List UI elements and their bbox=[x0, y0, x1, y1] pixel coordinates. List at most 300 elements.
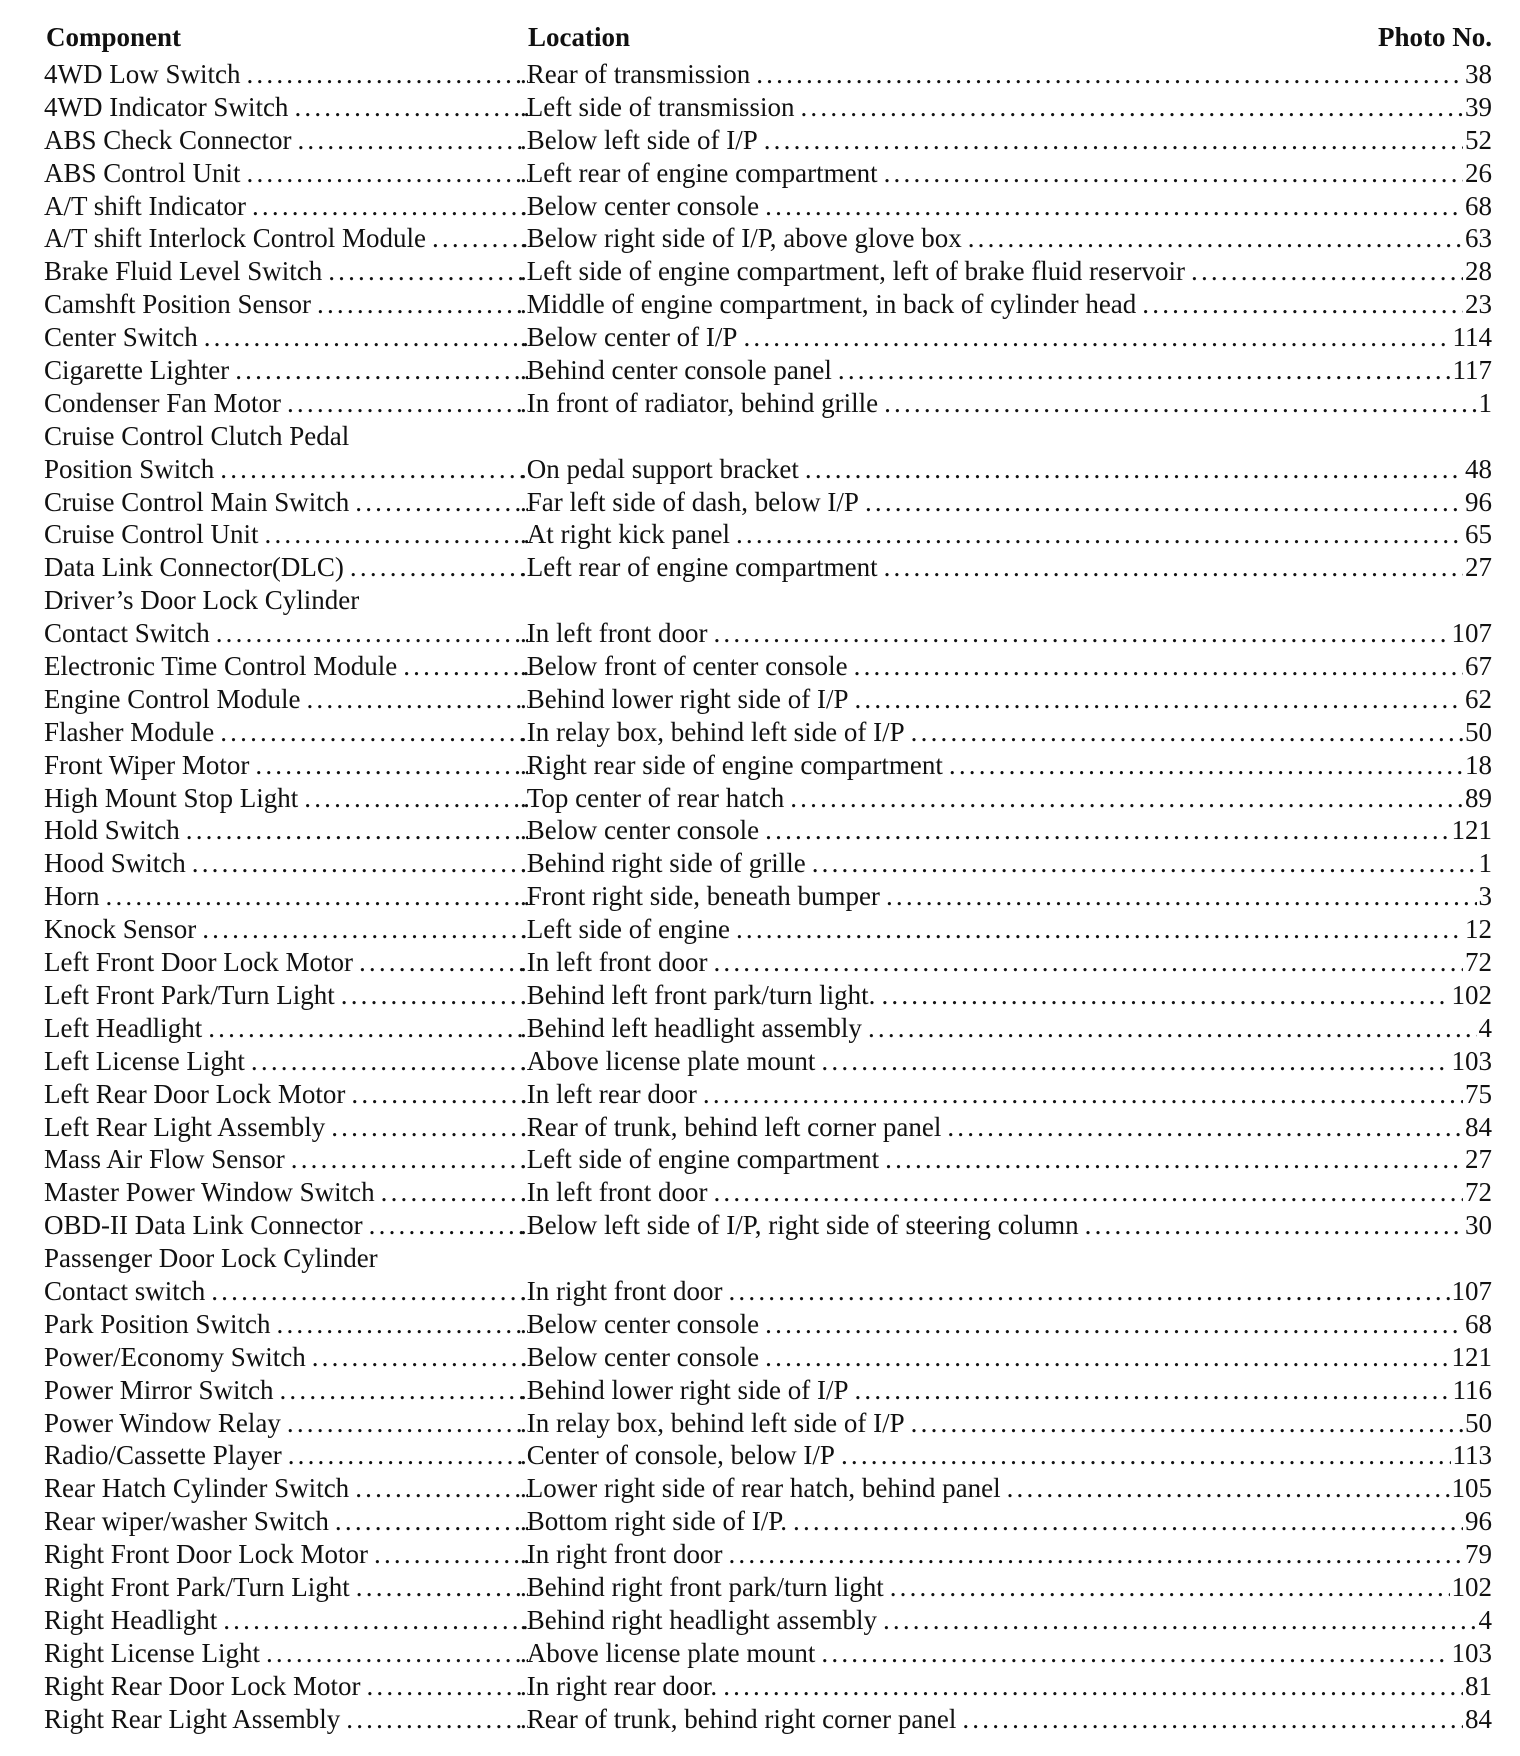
location-cell bbox=[520, 749, 1492, 782]
dot-leader bbox=[800, 91, 1463, 124]
location-cell bbox=[520, 1078, 1492, 1111]
location-cell bbox=[520, 847, 1492, 880]
location-text: .Lower right side of rear hatch, behind panel bbox=[520, 1473, 1001, 1504]
component-name: Cigarette Lighter bbox=[44, 354, 235, 387]
dot-leader bbox=[223, 1604, 528, 1637]
dot-leader bbox=[306, 683, 528, 716]
table-row bbox=[44, 453, 1492, 486]
location-text: .Below front of center console bbox=[520, 651, 848, 682]
dot-leader bbox=[204, 321, 528, 354]
dot-leader bbox=[369, 1209, 528, 1242]
dot-leader bbox=[884, 157, 1463, 190]
component-name: 4WD Low Switch bbox=[44, 58, 246, 91]
photo-number: 68 bbox=[1465, 1308, 1492, 1339]
photo-number: 3 bbox=[1478, 881, 1492, 912]
table-body bbox=[44, 58, 1492, 1735]
component-name: Contact switch bbox=[44, 1275, 211, 1308]
dot-leader bbox=[265, 518, 529, 551]
location-text: .Behind lower right side of I/P bbox=[520, 1374, 849, 1405]
component-name: Center Switch bbox=[44, 321, 204, 354]
component-cell bbox=[44, 617, 528, 650]
dot-leader bbox=[756, 58, 1463, 91]
dot-leader bbox=[186, 814, 528, 847]
table-row bbox=[44, 584, 1492, 617]
header-location: Location bbox=[528, 22, 631, 52]
dot-leader bbox=[911, 716, 1463, 749]
component-name: Right Headlight bbox=[44, 1604, 223, 1637]
photo-number: 63 bbox=[1465, 223, 1492, 254]
dot-leader bbox=[202, 913, 528, 946]
table-row bbox=[44, 1143, 1492, 1176]
photo-number: 103 bbox=[1451, 1637, 1492, 1668]
dot-leader bbox=[812, 847, 1477, 880]
location-text: .Below center console bbox=[520, 815, 760, 846]
location-cell bbox=[520, 1341, 1492, 1374]
dot-leader bbox=[885, 1143, 1463, 1176]
location-text: .At right kick panel bbox=[520, 519, 730, 550]
table-row bbox=[44, 1242, 1492, 1275]
location-text: .In left front door bbox=[520, 618, 708, 649]
photo-number: 48 bbox=[1465, 453, 1492, 484]
component-cell bbox=[44, 1308, 528, 1341]
component-name: Left License Light bbox=[44, 1045, 251, 1078]
component-cell bbox=[44, 1439, 528, 1472]
component-cell bbox=[44, 453, 528, 486]
location-cell bbox=[520, 288, 1492, 321]
location-cell bbox=[520, 979, 1492, 1012]
dot-leader bbox=[890, 1571, 1450, 1604]
location-text: .In relay box, behind left side of I/P bbox=[520, 1407, 905, 1438]
dot-leader bbox=[208, 1012, 528, 1045]
component-name: Right License Light bbox=[44, 1637, 266, 1670]
component-cell bbox=[44, 222, 528, 255]
dot-leader bbox=[346, 1703, 528, 1736]
photo-number: 28 bbox=[1465, 256, 1492, 287]
table-row bbox=[44, 1275, 1492, 1308]
component-cell bbox=[44, 716, 528, 749]
dot-leader bbox=[949, 749, 1463, 782]
component-name: Knock Sensor bbox=[44, 913, 202, 946]
component-cell bbox=[44, 946, 528, 979]
location-text: .Below center console bbox=[520, 1341, 760, 1372]
location-text: .Behind right side of grille bbox=[520, 848, 806, 879]
component-name: Right Rear Door Lock Motor bbox=[44, 1670, 366, 1703]
photo-number: 67 bbox=[1465, 651, 1492, 682]
photo-number: 52 bbox=[1465, 124, 1492, 155]
location-cell bbox=[520, 1637, 1492, 1670]
dot-leader bbox=[432, 222, 528, 255]
table-row bbox=[44, 1111, 1492, 1144]
dot-leader bbox=[713, 617, 1449, 650]
table-row bbox=[44, 683, 1492, 716]
component-cell bbox=[44, 584, 528, 617]
location-text: .In right front door bbox=[520, 1539, 723, 1570]
table-row bbox=[44, 1341, 1492, 1374]
table-row bbox=[44, 1538, 1492, 1571]
component-cell bbox=[44, 1670, 528, 1703]
location-text: .Below center of I/P bbox=[520, 322, 738, 353]
photo-number: 81 bbox=[1465, 1670, 1492, 1701]
component-cell bbox=[44, 847, 528, 880]
component-cell bbox=[44, 255, 528, 288]
location-text: .Below left side of I/P, right side of steering column bbox=[520, 1210, 1079, 1241]
dot-leader bbox=[883, 1604, 1477, 1637]
location-text: .In left rear door bbox=[520, 1078, 697, 1109]
table-row bbox=[44, 387, 1492, 420]
location-text: .Top center of rear hatch bbox=[520, 782, 785, 813]
component-cell bbox=[44, 1703, 528, 1736]
location-text: .Rear of transmission bbox=[520, 59, 751, 89]
dot-leader bbox=[886, 880, 1477, 913]
photo-number: 39 bbox=[1465, 91, 1492, 122]
table-row bbox=[44, 1505, 1492, 1538]
component-cell bbox=[44, 880, 528, 913]
dot-leader bbox=[765, 814, 1449, 847]
component-name: Master Power Window Switch bbox=[44, 1176, 381, 1209]
component-cell bbox=[44, 420, 528, 453]
location-text: .In right rear door. bbox=[520, 1670, 718, 1701]
dot-leader bbox=[728, 1275, 1449, 1308]
location-cell bbox=[520, 222, 1492, 255]
table-row bbox=[44, 58, 1492, 91]
component-name: Rear wiper/washer Switch bbox=[44, 1505, 335, 1538]
component-cell bbox=[44, 1571, 528, 1604]
component-name: Left Front Park/Turn Light bbox=[44, 979, 341, 1012]
photo-number: 84 bbox=[1465, 1111, 1492, 1142]
component-cell bbox=[44, 1472, 528, 1505]
component-name: Right Rear Light Assembly bbox=[44, 1703, 346, 1736]
location-cell bbox=[520, 880, 1492, 913]
component-name: Mass Air Flow Sensor bbox=[44, 1143, 291, 1176]
location-cell bbox=[520, 354, 1492, 387]
component-cell bbox=[44, 1407, 528, 1440]
dot-leader bbox=[793, 1505, 1463, 1538]
component-cell bbox=[44, 1637, 528, 1670]
component-cell bbox=[44, 650, 528, 683]
table-row bbox=[44, 1176, 1492, 1209]
component-name: Right Front Park/Turn Light bbox=[44, 1571, 356, 1604]
dot-leader bbox=[355, 1472, 528, 1505]
dot-leader bbox=[765, 1308, 1463, 1341]
component-cell bbox=[44, 190, 528, 223]
location-cell bbox=[520, 814, 1492, 847]
dot-leader bbox=[216, 617, 528, 650]
component-name: Hold Switch bbox=[44, 814, 186, 847]
location-cell bbox=[520, 1209, 1492, 1242]
photo-number: 27 bbox=[1465, 552, 1492, 583]
dot-leader bbox=[220, 453, 528, 486]
location-cell bbox=[520, 1045, 1492, 1078]
table-row bbox=[44, 420, 1492, 453]
component-name: Electronic Time Control Module bbox=[44, 650, 403, 683]
dot-leader bbox=[277, 1308, 528, 1341]
component-cell bbox=[44, 913, 528, 946]
dot-leader bbox=[713, 946, 1463, 979]
dot-leader bbox=[351, 1078, 528, 1111]
table-row bbox=[44, 1209, 1492, 1242]
location-text: .Above license plate mount bbox=[520, 1637, 816, 1668]
dot-leader bbox=[291, 1143, 528, 1176]
header-photo-no: Photo No. bbox=[1378, 22, 1492, 52]
component-cell bbox=[44, 1374, 528, 1407]
location-text: .Center of console, below I/P bbox=[520, 1440, 835, 1471]
component-name: OBD-II Data Link Connector bbox=[44, 1209, 369, 1242]
dot-leader bbox=[868, 1012, 1477, 1045]
component-cell bbox=[44, 551, 528, 584]
dot-leader bbox=[728, 1538, 1463, 1571]
location-cell bbox=[520, 1111, 1492, 1144]
component-name: Brake Fluid Level Switch bbox=[44, 255, 328, 288]
dot-leader bbox=[723, 1670, 1463, 1703]
location-cell bbox=[520, 157, 1492, 190]
dot-leader bbox=[838, 354, 1451, 387]
location-text: .Below center console bbox=[520, 190, 760, 221]
dot-leader bbox=[1085, 1209, 1463, 1242]
location-text: .Rear of trunk, behind left corner panel bbox=[520, 1111, 942, 1142]
dot-leader bbox=[881, 979, 1449, 1012]
component-name: Left Rear Door Lock Motor bbox=[44, 1078, 351, 1111]
dot-leader bbox=[821, 1637, 1449, 1670]
table-row bbox=[44, 1407, 1492, 1440]
dot-leader bbox=[854, 1374, 1450, 1407]
dot-leader bbox=[765, 1341, 1449, 1374]
component-cell bbox=[44, 1143, 528, 1176]
dot-leader bbox=[381, 1176, 528, 1209]
table-row bbox=[44, 1374, 1492, 1407]
table-row bbox=[44, 617, 1492, 650]
location-cell bbox=[520, 1670, 1492, 1703]
dot-leader bbox=[1007, 1472, 1450, 1505]
dot-leader bbox=[317, 288, 528, 321]
photo-number: 102 bbox=[1451, 979, 1492, 1010]
location-text: .In left front door bbox=[520, 947, 708, 978]
dot-leader bbox=[366, 1670, 528, 1703]
location-cell bbox=[520, 1308, 1492, 1341]
location-text: .Behind right front park/turn light bbox=[520, 1571, 884, 1602]
table-row bbox=[44, 1439, 1492, 1472]
photo-number: 121 bbox=[1451, 1341, 1492, 1372]
dot-leader bbox=[764, 124, 1463, 157]
component-location-table bbox=[44, 20, 1492, 1735]
photo-number: 116 bbox=[1452, 1374, 1492, 1405]
location-text: .In front of radiator, behind grille bbox=[520, 387, 879, 418]
component-cell bbox=[44, 321, 528, 354]
location-text: .Below left side of I/P bbox=[520, 124, 758, 155]
photo-number: 96 bbox=[1465, 1506, 1492, 1537]
table-row bbox=[44, 190, 1492, 223]
dot-leader bbox=[106, 880, 529, 913]
component-name: Left Headlight bbox=[44, 1012, 208, 1045]
location-cell bbox=[520, 1012, 1492, 1045]
location-cell bbox=[520, 1604, 1492, 1637]
table-row bbox=[44, 486, 1492, 519]
component-cell bbox=[44, 1045, 528, 1078]
photo-number: 72 bbox=[1465, 947, 1492, 978]
location-text: .Behind left front park/turn light. bbox=[520, 979, 876, 1010]
location-cell bbox=[520, 1176, 1492, 1209]
location-text: .Below right side of I/P, above glove box bbox=[520, 223, 962, 254]
photo-number: 96 bbox=[1465, 486, 1492, 517]
dot-leader bbox=[1142, 288, 1463, 321]
photo-number: 79 bbox=[1465, 1539, 1492, 1570]
location-text: .Left side of engine compartment, left of brake fluid reservoir bbox=[520, 256, 1185, 287]
dot-leader bbox=[821, 1045, 1449, 1078]
location-cell bbox=[520, 58, 1492, 91]
dot-leader bbox=[713, 1176, 1463, 1209]
location-text: .In left front door bbox=[520, 1177, 708, 1208]
table-row bbox=[44, 124, 1492, 157]
location-cell bbox=[520, 650, 1492, 683]
dot-leader bbox=[279, 1374, 528, 1407]
location-text: .In right front door bbox=[520, 1275, 723, 1306]
component-name: 4WD Indicator Switch bbox=[44, 91, 294, 124]
component-name: Power Window Relay bbox=[44, 1407, 287, 1440]
photo-number: 4 bbox=[1478, 1604, 1492, 1635]
location-cell bbox=[520, 91, 1492, 124]
component-name: Data Link Connector(DLC) bbox=[44, 551, 350, 584]
table-row bbox=[44, 222, 1492, 255]
dot-leader bbox=[374, 1538, 528, 1571]
dot-leader bbox=[968, 222, 1463, 255]
location-text: .Bottom right side of I/P. bbox=[520, 1506, 788, 1537]
component-cell bbox=[44, 1242, 528, 1275]
dot-leader bbox=[765, 190, 1463, 223]
location-cell bbox=[520, 387, 1492, 420]
dot-leader bbox=[287, 387, 528, 420]
dot-leader bbox=[962, 1703, 1463, 1736]
location-cell bbox=[520, 1472, 1492, 1505]
photo-number: 75 bbox=[1465, 1078, 1492, 1109]
location-text: .In relay box, behind left side of I/P bbox=[520, 716, 905, 747]
table-header bbox=[44, 20, 1492, 58]
photo-number: 18 bbox=[1465, 749, 1492, 780]
table-row bbox=[44, 321, 1492, 354]
location-cell bbox=[520, 486, 1492, 519]
photo-number: 117 bbox=[1452, 355, 1492, 386]
photo-number: 1 bbox=[1478, 387, 1492, 418]
location-cell bbox=[520, 782, 1492, 815]
location-cell bbox=[520, 946, 1492, 979]
table-row bbox=[44, 1012, 1492, 1045]
dot-leader bbox=[841, 1439, 1451, 1472]
photo-number: 72 bbox=[1465, 1177, 1492, 1208]
component-cell bbox=[44, 1505, 528, 1538]
location-cell bbox=[520, 124, 1492, 157]
component-name: Left Rear Light Assembly bbox=[44, 1111, 331, 1144]
location-text: .Front right side, beneath bumper bbox=[520, 881, 880, 912]
location-cell bbox=[520, 1275, 1492, 1308]
component-name: Cruise Control Main Switch bbox=[44, 486, 355, 519]
location-cell bbox=[520, 913, 1492, 946]
photo-number: 68 bbox=[1465, 190, 1492, 221]
component-name: A/T shift Indicator bbox=[44, 190, 252, 223]
dot-leader bbox=[294, 91, 528, 124]
table-row bbox=[44, 288, 1492, 321]
table-row bbox=[44, 716, 1492, 749]
component-cell bbox=[44, 486, 528, 519]
header-component: Component bbox=[46, 22, 182, 52]
dot-leader bbox=[355, 486, 528, 519]
table-row bbox=[44, 749, 1492, 782]
dot-leader bbox=[341, 979, 528, 1012]
component-name: Horn bbox=[44, 880, 106, 913]
component-name: Power/Economy Switch bbox=[44, 1341, 312, 1374]
location-cell bbox=[520, 617, 1492, 650]
component-cell bbox=[44, 1078, 528, 1111]
dot-leader bbox=[947, 1111, 1463, 1144]
location-text: .Left rear of engine compartment bbox=[520, 157, 878, 188]
dot-leader bbox=[247, 157, 528, 190]
dot-leader bbox=[356, 1571, 528, 1604]
dot-leader bbox=[911, 1407, 1463, 1440]
component-cell bbox=[44, 354, 528, 387]
table-row bbox=[44, 551, 1492, 584]
location-text: .Behind center console panel bbox=[520, 355, 832, 386]
component-cell bbox=[44, 782, 528, 815]
location-cell bbox=[520, 1538, 1492, 1571]
table-row bbox=[44, 1078, 1492, 1111]
component-name: Front Wiper Motor bbox=[44, 749, 255, 782]
table-row bbox=[44, 1703, 1492, 1736]
location-text: .Left side of engine compartment bbox=[520, 1144, 880, 1175]
table-row bbox=[44, 91, 1492, 124]
location-cell bbox=[520, 518, 1492, 551]
location-text: .Far left side of dash, below I/P bbox=[520, 486, 859, 517]
dot-leader bbox=[328, 255, 528, 288]
photo-number: 89 bbox=[1465, 782, 1492, 813]
dot-leader bbox=[884, 551, 1463, 584]
location-cell bbox=[520, 1439, 1492, 1472]
photo-number: 26 bbox=[1465, 157, 1492, 188]
location-text: .Behind left headlight assembly bbox=[520, 1012, 862, 1043]
component-cell bbox=[44, 1604, 528, 1637]
component-name: ABS Control Unit bbox=[44, 157, 247, 190]
location-text: .Behind right headlight assembly bbox=[520, 1604, 877, 1635]
dot-leader bbox=[359, 946, 528, 979]
table-row bbox=[44, 913, 1492, 946]
photo-number: 107 bbox=[1451, 1275, 1492, 1306]
location-cell bbox=[520, 1374, 1492, 1407]
table-row bbox=[44, 1670, 1492, 1703]
photo-number: 102 bbox=[1451, 1571, 1492, 1602]
table-row bbox=[44, 1604, 1492, 1637]
photo-number: 103 bbox=[1451, 1045, 1492, 1076]
component-cell bbox=[44, 124, 528, 157]
dot-leader bbox=[220, 716, 528, 749]
photo-number: 4 bbox=[1478, 1012, 1492, 1043]
photo-number: 1 bbox=[1478, 848, 1492, 879]
location-text: .Rear of trunk, behind right corner panel bbox=[520, 1703, 957, 1734]
component-cell bbox=[44, 518, 528, 551]
photo-number: 105 bbox=[1451, 1473, 1492, 1504]
location-text: .Behind lower right side of I/P bbox=[520, 683, 849, 714]
location-cell bbox=[520, 716, 1492, 749]
location-text: .Above license plate mount bbox=[520, 1045, 816, 1076]
photo-number: 12 bbox=[1465, 914, 1492, 945]
component-name: Rear Hatch Cylinder Switch bbox=[44, 1472, 355, 1505]
component-name: Position Switch bbox=[44, 453, 220, 486]
photo-number: 62 bbox=[1465, 683, 1492, 714]
dot-leader bbox=[736, 913, 1463, 946]
dot-leader bbox=[255, 749, 528, 782]
photo-number: 113 bbox=[1452, 1440, 1492, 1471]
dot-leader bbox=[884, 387, 1476, 420]
dot-leader bbox=[251, 1045, 528, 1078]
component-cell bbox=[44, 91, 528, 124]
component-name: A/T shift Interlock Control Module bbox=[44, 222, 432, 255]
component-cell bbox=[44, 814, 528, 847]
dot-leader bbox=[211, 1275, 528, 1308]
